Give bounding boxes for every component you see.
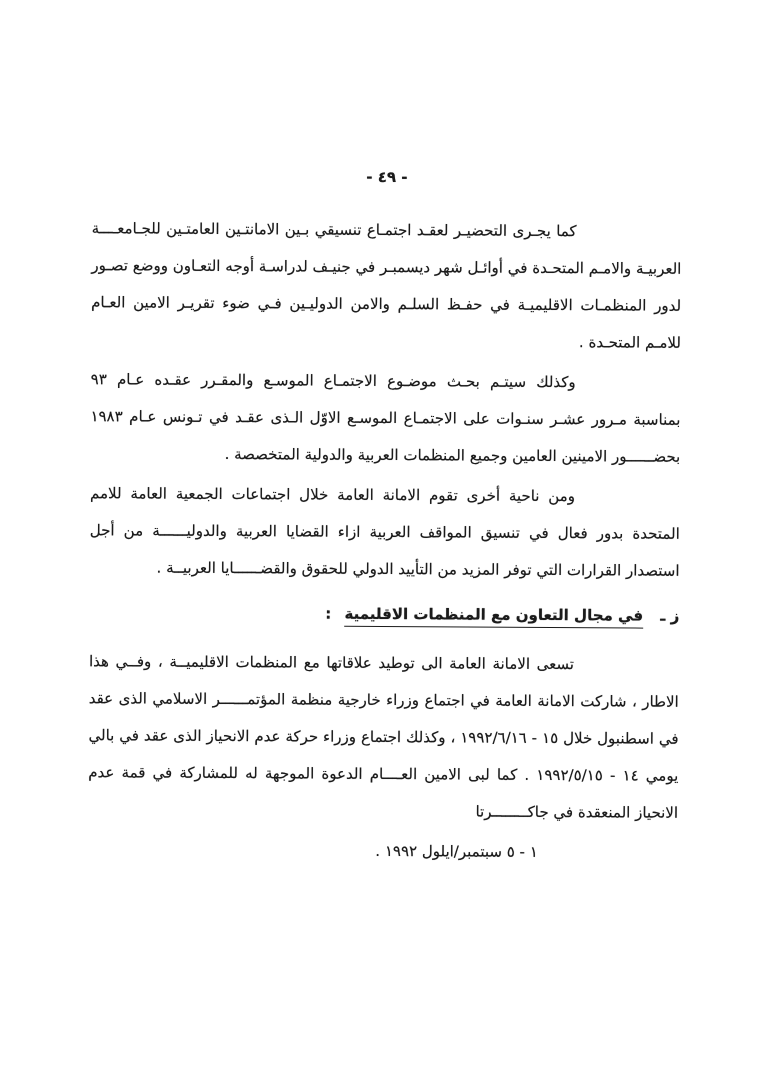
date-line: ١ - ٥ سبتمبر/ايلول ١٩٩٢ . <box>375 841 538 861</box>
section-letter: ز ـ <box>660 606 680 625</box>
page-number: - ٤٩ - <box>366 167 408 187</box>
section-colon: : <box>325 604 332 623</box>
paragraph: تسعى الامانة العامة الى توطيد علاقاتها مع المنظمات الاقليميــة ، وفــي هذا الاطار ، شاركت الامانة العامة في اجتماع وزراء خارجية منظمة المؤتمــــــر الاسلامي الذى عقد في اسطنبول خلال ١٥ - ١٩٩٢/٦/١٦ ، وكذلك اجتماع وزراء حركة عدم الانحياز الذى عقد في بالي يومي ١٤ - ١٩٩٢/٥/١٥ . كما لبى الامين العــــام الدعوة الموجهة له للمشاركة في قمة عدم الانحياز المنعقدة في جاكــــــــرتا <box>88 652 679 822</box>
section-heading <box>89 594 679 635</box>
section-title: في مجال التعاون مع المنظمات الاقليمية <box>344 605 643 629</box>
paragraph: ومن ناحية أخرى تقوم الامانة العامة خلال اجتماعات الجمعية العامة للامم المتحدة بدور فعال في تنسيق المواقف العربية ازاء القضايا العربية والدوليــــــة من أجل استصدار القرارات التي توفر المزيد من التأييد الدولي للحقوق والقضــــــايا العربيــة . <box>89 484 680 580</box>
paragraph: وكذلك سيتـم بحـث موضـوع الاجتمـاع الموسـع والمقـرر عقـده عـام ٩٣ بمناسبة مـرور عشـر سنـوات على الاجتمـاع الموسـع الاوّل الـذى عقـد في تـونس عـام ١٩٨٣ بحضــــــور الامينين العامين وجميع المنظمات العربية والدولية المتخصصة . <box>90 370 681 466</box>
paragraph: كما يجـرى التحضيـر لعقـد اجتمـاع تنسيقي بـين الامانتـين العامتـين للجـامعــــة العربيـة والامـم المتحـدة في أوائـل شهر ديسمبـر في جنيـف لدراسـة أوجه التعـاون ووضع تصـور لدور المنظمـات الاقليميـة في حفـظ السلـم والامن الدوليـين فـي ضوء تقريـر الامين العـام للامـم المتحـدة . <box>91 219 682 352</box>
document-content <box>88 166 682 872</box>
